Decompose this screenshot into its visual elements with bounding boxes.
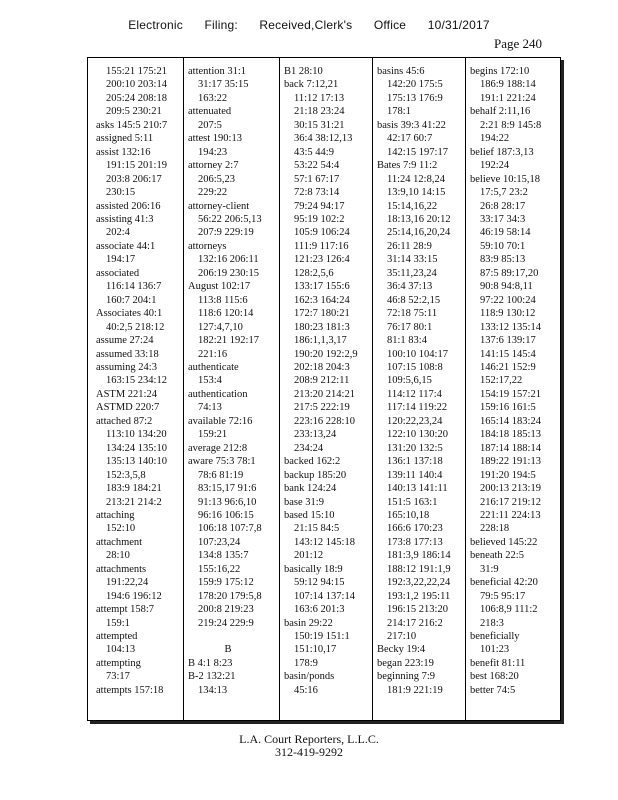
index-entry: 223:16 228:10 <box>294 415 355 427</box>
index-entry: 189:22 191:13 <box>480 456 541 468</box>
index-entry: 15:14,16,22 <box>387 200 438 212</box>
header-filing: Filing: <box>204 18 238 32</box>
index-entry: 31:17 35:15 <box>198 79 249 91</box>
index-entry: 17:5,7 23:2 <box>480 187 528 199</box>
index-entry: 191:20 194:5 <box>480 469 536 481</box>
index-entry: 200:10 203:14 <box>106 79 167 91</box>
index-entry: 87:5 89:17,20 <box>480 267 539 279</box>
index-entry: 140:13 141:11 <box>387 483 448 495</box>
index-entry: 166:6 170:23 <box>387 523 443 535</box>
index-entry: 234:24 <box>294 442 324 454</box>
index-entry: 53:22 54:4 <box>294 160 340 172</box>
index-entry: 180:23 181:3 <box>294 321 350 333</box>
index-entry: 104:13 <box>106 644 136 656</box>
index-entry: began 223:19 <box>377 657 434 669</box>
index-entry: 42:17 60:7 <box>387 133 433 145</box>
index-entry: 40:2,5 218:12 <box>106 321 165 333</box>
index-entry: 207:5 <box>198 119 222 131</box>
index-entry: Becky 19:4 <box>377 644 426 656</box>
index-entry: 151:10,17 <box>294 644 337 656</box>
index-entry: 135:13 140:10 <box>106 456 167 468</box>
index-entry: basically 18:9 <box>284 563 343 575</box>
page-number: Page 240 <box>494 36 543 51</box>
index-entry: attorney-client <box>188 200 250 212</box>
index-entry: authentication <box>188 388 248 400</box>
index-entry: believe 10:15,18 <box>470 173 540 185</box>
index-entry: 105:9 106:24 <box>294 227 350 239</box>
index-entry: 178:20 179:5,8 <box>198 590 262 602</box>
index-entry: 203:8 206:17 <box>106 173 162 185</box>
index-entry: 175:13 176:9 <box>387 92 443 104</box>
index-entry: behalf 2:11,16 <box>470 106 531 118</box>
index-entry: associate 44:1 <box>96 240 156 252</box>
index-entry: believed 145:22 <box>470 536 538 548</box>
index-entry: 202:4 <box>106 227 130 239</box>
index-entry: authenticate <box>188 361 239 373</box>
index-entry: 28:10 <box>106 550 130 562</box>
index-entry: 216:17 219:12 <box>480 496 541 508</box>
index-entry: 113:8 115:6 <box>198 294 248 306</box>
index-entry: 114:12 117:4 <box>387 388 442 400</box>
index-entry: aware 75:3 78:1 <box>188 456 256 468</box>
index-entry: 207:9 229:19 <box>198 227 254 239</box>
section-letter: B <box>224 644 232 656</box>
index-entry: 45:16 <box>294 684 318 696</box>
index-entry: 33:17 34:3 <box>480 213 526 225</box>
index-entry: begins 172:10 <box>470 66 530 77</box>
index-entry: attempting <box>96 657 141 669</box>
index-entry: 192:24 <box>480 160 510 172</box>
index-entry: available 72:16 <box>188 415 253 427</box>
index-entry: 134:8 135:7 <box>198 550 249 562</box>
index-entry: assist 132:16 <box>96 146 151 158</box>
index-entry: 76:17 80:1 <box>387 321 433 333</box>
entry-spacer <box>188 630 278 643</box>
index-entry: 191:1 221:24 <box>480 92 536 104</box>
index-entry: 159:9 175:12 <box>198 577 254 589</box>
index-entry: 155:21 175:21 <box>106 66 167 77</box>
index-entry: 208:9 212:11 <box>294 375 350 387</box>
header-date: 10/31/2017 <box>427 18 490 32</box>
index-entry: benefit 81:11 <box>470 657 526 669</box>
index-entry: 165:10,18 <box>387 509 430 521</box>
index-entry: 163:15 234:12 <box>106 375 167 387</box>
index-entry: basis 39:3 41:22 <box>377 119 446 131</box>
index-entry: 57:1 67:17 <box>294 173 340 185</box>
index-entry: 200:13 213:19 <box>480 483 541 495</box>
index-entry: attempted <box>96 631 138 643</box>
index-entry: basin/ponds <box>284 671 335 683</box>
index-entry: 106:8,9 111:2 <box>480 604 538 616</box>
index-entry: 178:9 <box>294 657 318 669</box>
index-entry: based 15:10 <box>284 509 335 521</box>
header-received: Received,Clerk's <box>259 18 353 32</box>
index-entry: B1 28:10 <box>284 66 323 77</box>
index-entry: 11:12 17:13 <box>294 92 345 104</box>
index-entry: 173:8 177:13 <box>387 536 443 548</box>
index-entry: 100:10 104:17 <box>387 348 448 360</box>
index-entry: 213:21 214:2 <box>106 496 162 508</box>
index-entry: beneficial 42:20 <box>470 577 538 589</box>
index-entry: 205:24 208:18 <box>106 92 167 104</box>
index-entry: 106:18 107:7,8 <box>198 523 262 535</box>
index-entry: backup 185:20 <box>284 469 347 481</box>
index-entry: 143:12 145:18 <box>294 536 355 548</box>
index-entry: 109:5,6,15 <box>387 375 432 387</box>
index-column-3 <box>284 65 372 714</box>
index-entry: 160:7 204:1 <box>106 294 157 306</box>
index-entry: ASTM 221:24 <box>96 388 157 400</box>
index-entry: 186:9 188:14 <box>480 79 536 91</box>
index-entry: 83:15,17 91:6 <box>198 483 257 495</box>
index-entry: 206:5,23 <box>198 173 236 185</box>
index-entry: 229:22 <box>198 187 228 199</box>
index-frame <box>87 57 561 721</box>
index-entry: beneficially <box>470 631 520 643</box>
index-entry: attorney 2:7 <box>188 160 239 172</box>
index-entry: 26:8 28:17 <box>480 200 526 212</box>
index-entry: base 31:9 <box>284 496 324 508</box>
index-entry: 162:3 164:24 <box>294 294 350 306</box>
index-entry: 79:24 94:17 <box>294 200 345 212</box>
index-entry: associated <box>96 267 140 279</box>
index-entry: 218:3 <box>480 617 504 629</box>
index-entry: 152:10 <box>106 523 136 535</box>
index-entry: 72:18 75:11 <box>387 308 438 320</box>
index-entry: 214:17 216:2 <box>387 617 443 629</box>
index-entry: 95:19 102:2 <box>294 213 345 225</box>
index-entry: 36:4 37:13 <box>387 281 433 293</box>
index-entry: 139:11 140:4 <box>387 469 443 481</box>
index-entry: 159:1 <box>106 617 130 629</box>
index-entry: 46:8 52:2,15 <box>387 294 441 306</box>
index-entry: 146:21 152:9 <box>480 361 536 373</box>
index-entry: 233:13,24 <box>294 429 337 441</box>
index-entry: 142:15 197:17 <box>387 146 448 158</box>
index-column-1 <box>96 65 182 714</box>
index-entry: 128:2,5,6 <box>294 267 334 279</box>
index-entry: attention 31:1 <box>188 66 247 77</box>
index-entry: 56:22 206:5,13 <box>198 213 262 225</box>
index-entry: 209:5 230:21 <box>106 106 162 118</box>
index-entry: assisted 206:16 <box>96 200 161 212</box>
index-column-2 <box>188 65 278 714</box>
index-entry: 192:3,22,22,24 <box>387 577 451 589</box>
index-entry: 141:15 145:4 <box>480 348 536 360</box>
index-entry: 132:16 206:11 <box>198 254 259 266</box>
index-entry: 21:18 23:24 <box>294 106 345 118</box>
index-entry: 165:14 183:24 <box>480 415 541 427</box>
index-entry: 217:10 <box>387 631 417 643</box>
index-entry: better 74:5 <box>470 684 516 696</box>
index-entry: 178:1 <box>387 106 411 118</box>
index-entry: 194:17 <box>106 254 136 266</box>
index-entry: 118:9 130:12 <box>480 308 536 320</box>
index-entry: best 168:20 <box>470 671 519 683</box>
index-entry: 152:17,22 <box>480 375 523 387</box>
index-entry: 188:12 191:1,9 <box>387 563 451 575</box>
index-entry: 193:1,2 195:11 <box>387 590 451 602</box>
index-entry: 36:4 38:12,13 <box>294 133 353 145</box>
index-entry: 134:24 135:10 <box>106 442 167 454</box>
index-entry: attempt 158:7 <box>96 604 155 616</box>
index-entry: basin 29:22 <box>284 617 333 629</box>
index-entry: 117:14 119:22 <box>387 402 448 414</box>
index-entry: 201:12 <box>294 550 324 562</box>
index-entry: 153:4 <box>198 375 222 387</box>
index-entry: 154:19 157:21 <box>480 388 541 400</box>
index-entry: attachment <box>96 536 143 548</box>
index-entry: 159:16 161:5 <box>480 402 536 414</box>
index-entry: 59:12 94:15 <box>294 577 345 589</box>
index-entry: 120:22,23,24 <box>387 415 443 427</box>
index-entry: asks 145:5 210:7 <box>96 119 168 131</box>
index-entry: attest 190:13 <box>188 133 242 145</box>
index-entry: 31:9 <box>480 563 499 575</box>
index-entry: 107:15 108:8 <box>387 361 443 373</box>
index-entry: 107:14 137:14 <box>294 590 355 602</box>
header-electronic: Electronic <box>128 18 183 32</box>
index-entry: 190:20 192:2,9 <box>294 348 358 360</box>
index-entry: 96:16 106:15 <box>198 509 254 521</box>
index-entry: bank 124:24 <box>284 483 337 495</box>
index-entry: 136:1 137:18 <box>387 456 443 468</box>
index-entry: 183:9 184:21 <box>106 483 162 495</box>
index-entry: back 7:12,21 <box>284 79 339 91</box>
index-entry: beginning 7:9 <box>377 671 436 683</box>
index-entry: 113:10 134:20 <box>106 429 167 441</box>
index-entry: 122:10 130:20 <box>387 429 448 441</box>
index-entry: 196:15 213:20 <box>387 604 448 616</box>
index-entry: 18:13,16 20:12 <box>387 213 451 225</box>
index-entry: 152:3,5,8 <box>106 469 146 481</box>
index-entry: 172:7 180:21 <box>294 308 350 320</box>
index-entry: 142:20 175:5 <box>387 79 443 91</box>
index-entry: 163:22 <box>198 92 228 104</box>
index-entry: 202:18 204:3 <box>294 361 350 373</box>
index-entry: 187:14 188:14 <box>480 442 541 454</box>
column-divider <box>465 58 466 720</box>
index-entry: 30:15 31:21 <box>294 119 345 131</box>
index-entry: 46:19 58:14 <box>480 227 531 239</box>
index-entry: Bates 7:9 11:2 <box>377 160 438 172</box>
index-entry: ASTMD 220:7 <box>96 402 160 414</box>
index-entry: 213:20 214:21 <box>294 388 355 400</box>
index-entry: 151:5 163:1 <box>387 496 438 508</box>
index-entry: attenuated <box>188 106 232 118</box>
index-entry: 219:24 229:9 <box>198 617 254 629</box>
index-entry: 127:4,7,10 <box>198 321 243 333</box>
index-entry: 134:13 <box>198 684 228 696</box>
index-entry: 194:22 <box>480 133 510 145</box>
index-entry: 111:9 117:16 <box>294 240 349 252</box>
index-entry: assigned 5:11 <box>96 133 154 145</box>
index-entry: 181:3,9 186:14 <box>387 550 451 562</box>
index-entry: 116:14 136:7 <box>106 281 162 293</box>
index-entry: 217:5 222:19 <box>294 402 350 414</box>
index-entry: assisting 41:3 <box>96 213 154 225</box>
index-entry: Associates 40:1 <box>96 308 163 320</box>
index-entry: B 4:1 8:23 <box>188 657 233 669</box>
index-entry: B-2 132:21 <box>188 671 236 683</box>
index-entry: 228:18 <box>480 523 510 535</box>
index-entry: August 102:17 <box>188 281 251 293</box>
column-divider <box>279 58 280 720</box>
index-entry: 59:10 70:1 <box>480 240 526 252</box>
index-entry: 83:9 85:13 <box>480 254 526 266</box>
index-entry: belief 187:3,13 <box>470 146 534 158</box>
index-entry: attachments <box>96 563 147 575</box>
index-entry: 78:6 81:19 <box>198 469 244 481</box>
index-entry: 107:23,24 <box>198 536 241 548</box>
index-entry: attempts 157:18 <box>96 684 164 696</box>
column-divider <box>183 58 184 720</box>
index-entry: 13:9,10 14:15 <box>387 187 446 199</box>
index-column-5 <box>470 65 558 714</box>
index-entry: 133:17 155:6 <box>294 281 350 293</box>
index-entry: 221:16 <box>198 348 228 360</box>
index-entry: 121:23 126:4 <box>294 254 350 266</box>
index-entry: beneath 22:5 <box>470 550 524 562</box>
index-entry: 81:1 83:4 <box>387 335 427 347</box>
index-entry: 186:1,1,3,17 <box>294 335 347 347</box>
filing-header <box>0 18 618 32</box>
index-entry: 79:5 95:17 <box>480 590 526 602</box>
index-entry: 43:5 44:9 <box>294 146 334 158</box>
index-entry: 97:22 100:24 <box>480 294 536 306</box>
footer <box>0 733 618 759</box>
index-entry: attached 87:2 <box>96 415 153 427</box>
index-entry: 131:20 132:5 <box>387 442 443 454</box>
index-entry: 221:11 224:13 <box>480 509 541 521</box>
index-entry: 26:11 28:9 <box>387 240 432 252</box>
index-entry: attaching <box>96 509 135 521</box>
index-entry: 2:21 8:9 145:8 <box>480 119 542 131</box>
index-entry: 90:8 94:8,11 <box>480 281 533 293</box>
index-entry: 101:23 <box>480 644 510 656</box>
index-entry: assuming 24:3 <box>96 361 157 373</box>
footer-phone: 312-419-9292 <box>275 745 343 759</box>
index-entry: 21:15 84:5 <box>294 523 340 535</box>
header-office: Office <box>373 18 407 32</box>
index-entry: 200:8 219:23 <box>198 604 254 616</box>
index-entry: 91:13 96:6,10 <box>198 496 257 508</box>
index-entry: 118:6 120:14 <box>198 308 254 320</box>
index-entry: 155:16,22 <box>198 563 241 575</box>
index-entry: 11:24 12:8,24 <box>387 173 445 185</box>
index-entry: 191:15 201:19 <box>106 160 167 172</box>
footer-company: L.A. Court Reporters, L.L.C. <box>239 732 379 746</box>
index-entry: backed 162:2 <box>284 456 341 468</box>
index-entry: 194:23 <box>198 146 228 158</box>
index-entry: 184:18 185:13 <box>480 429 541 441</box>
index-entry: assume 27:24 <box>96 335 154 347</box>
index-entry: 191:22,24 <box>106 577 149 589</box>
index-entry: 31:14 33:15 <box>387 254 438 266</box>
index-entry: 230:15 <box>106 187 136 199</box>
index-entry: 163:6 201:3 <box>294 604 345 616</box>
index-entry: attorneys <box>188 240 227 252</box>
index-entry: average 212:8 <box>188 442 248 454</box>
column-divider <box>372 58 373 720</box>
index-entry: 25:14,16,20,24 <box>387 227 451 239</box>
index-entry: 74:13 <box>198 402 222 414</box>
index-entry: 150:19 151:1 <box>294 631 350 643</box>
index-entry: 73:17 <box>106 671 130 683</box>
index-entry: 159:21 <box>198 429 228 441</box>
index-entry: 133:12 135:14 <box>480 321 541 333</box>
index-entry: basins 45:6 <box>377 66 425 77</box>
index-entry: assumed 33:18 <box>96 348 159 360</box>
index-entry: 181:9 221:19 <box>387 684 443 696</box>
index-entry: 72:8 73:14 <box>294 187 340 199</box>
index-column-4 <box>377 65 465 714</box>
index-entry: 137:6 139:17 <box>480 335 536 347</box>
index-entry: 206:19 230:15 <box>198 267 259 279</box>
index-entry: 182:21 192:17 <box>198 335 259 347</box>
index-entry: 35:11,23,24 <box>387 267 437 279</box>
index-entry: 194:6 196:12 <box>106 590 162 602</box>
